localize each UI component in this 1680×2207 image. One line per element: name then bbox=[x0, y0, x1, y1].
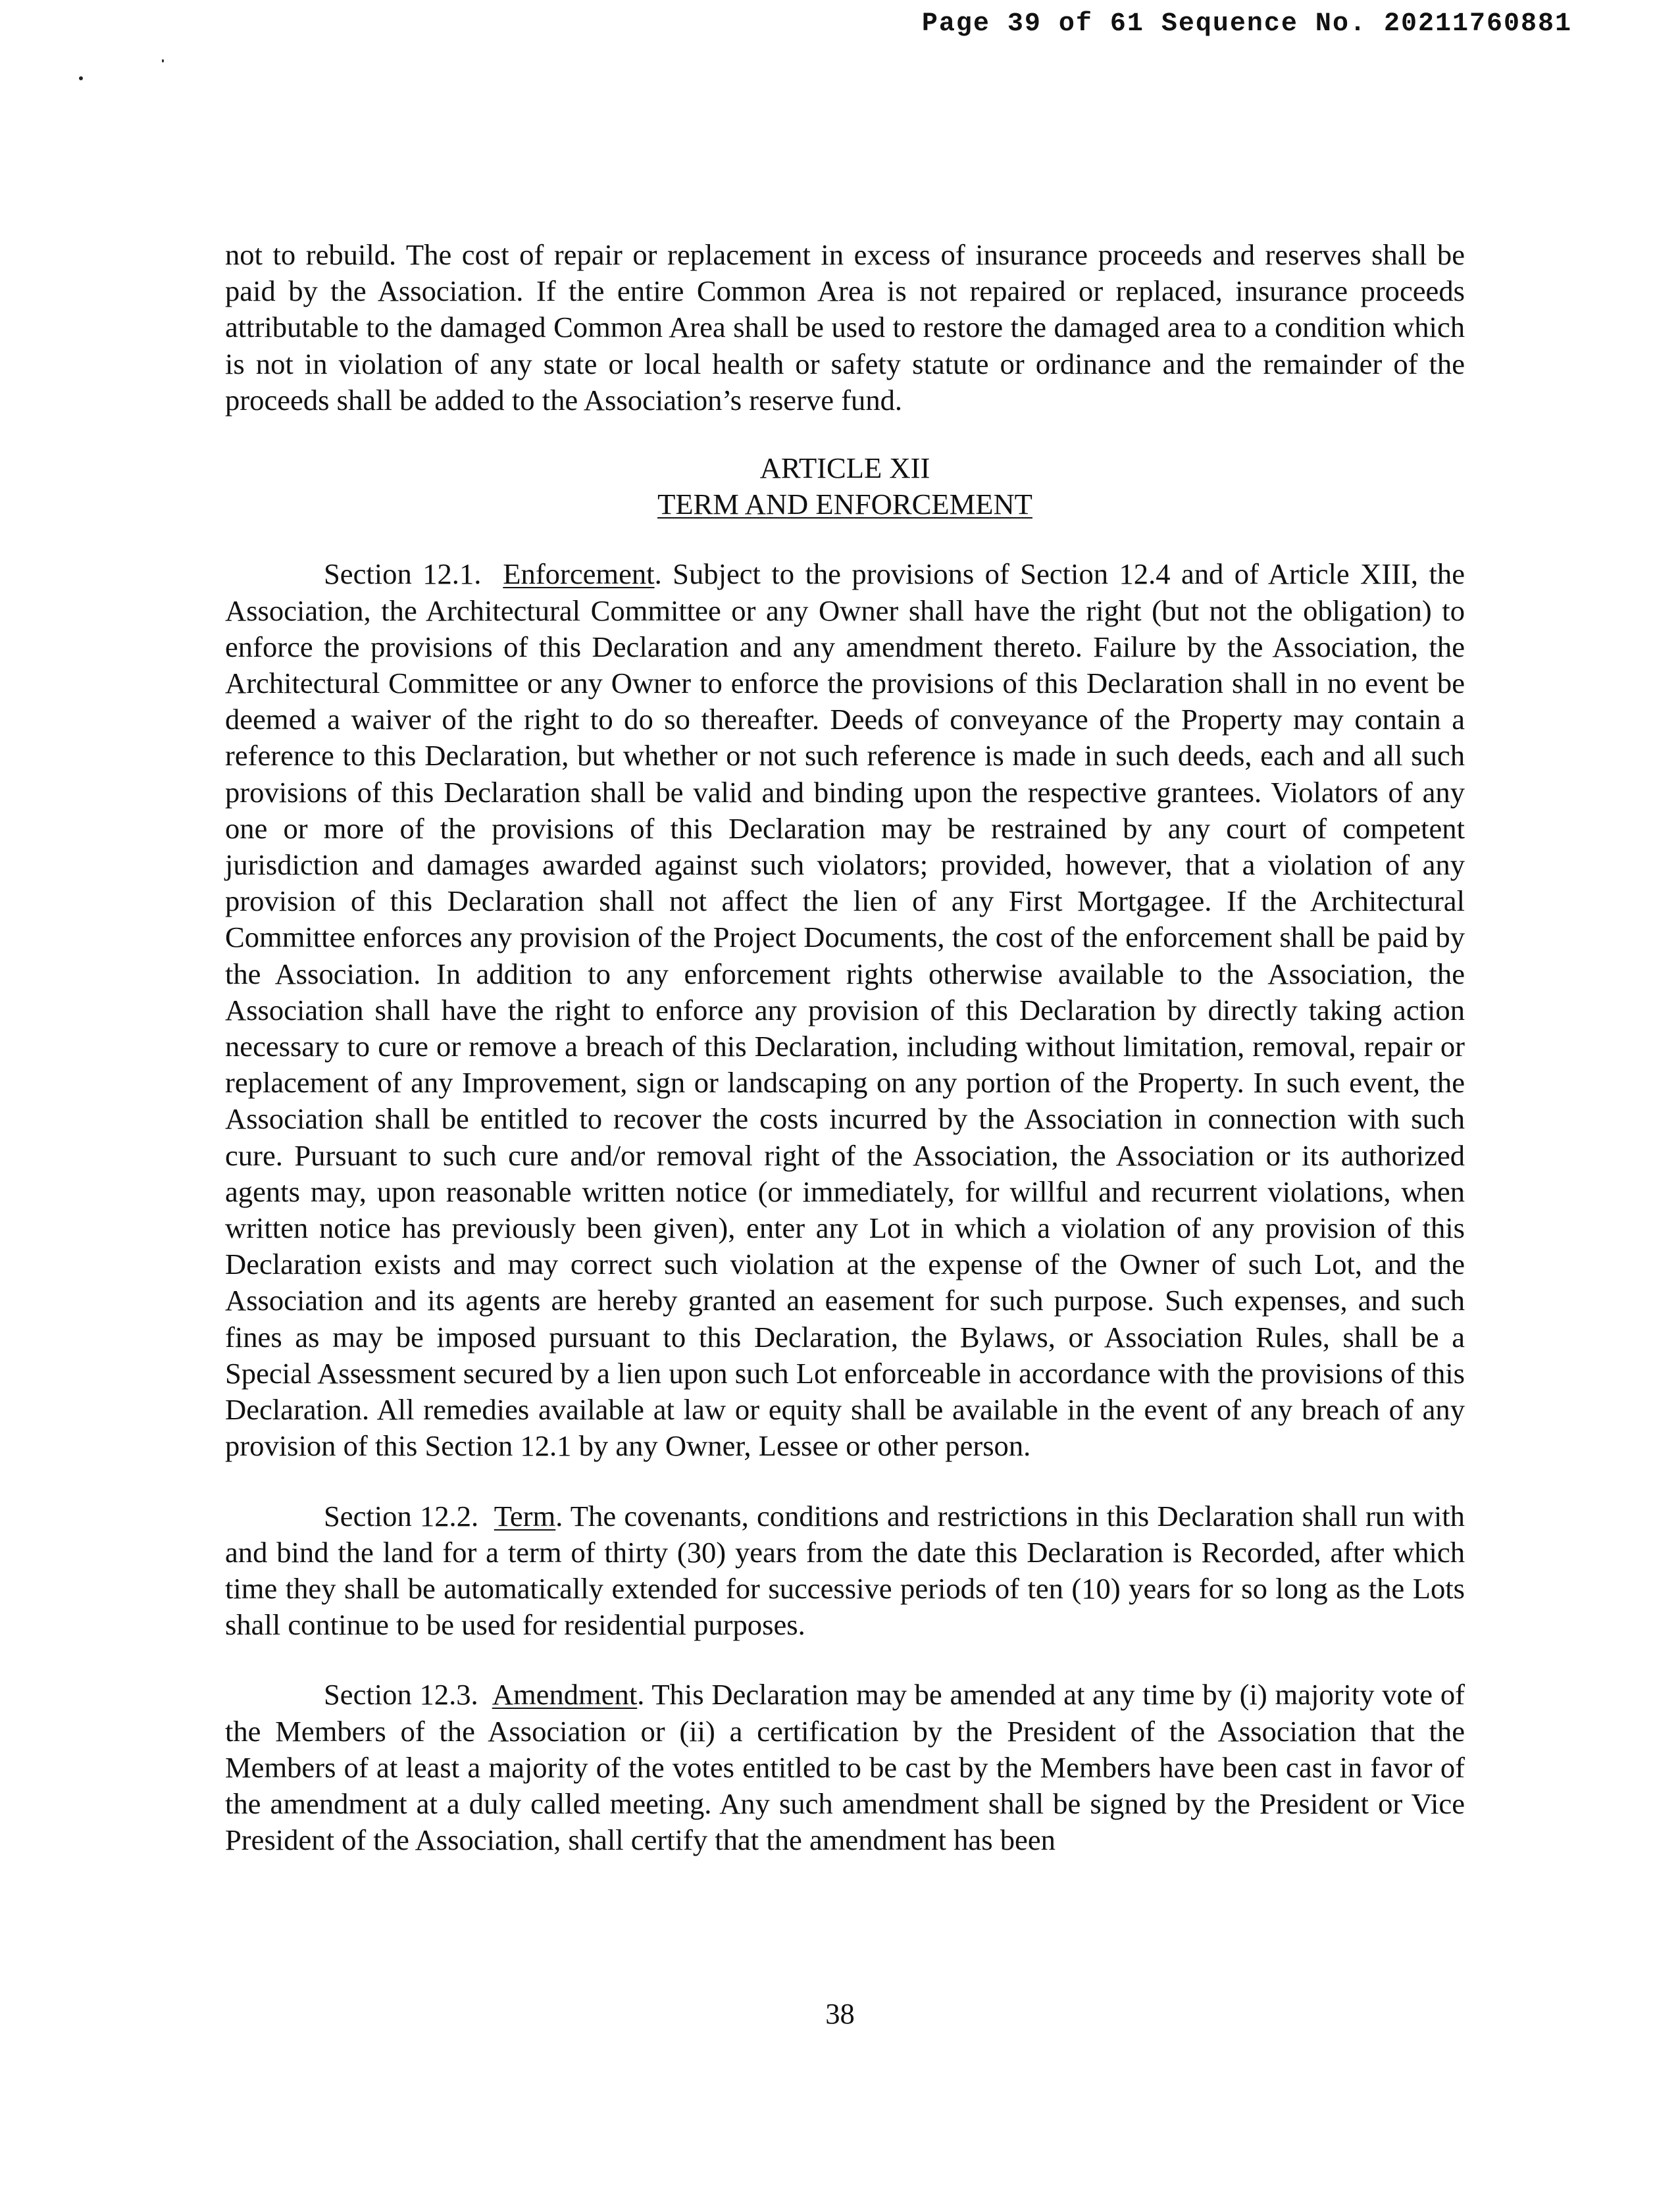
section-12-3 bbox=[225, 1677, 1465, 1858]
section-title: Enforcement bbox=[503, 557, 655, 591]
section-number: Section 12.1. bbox=[324, 557, 482, 591]
section-12-1 bbox=[225, 556, 1465, 1464]
scan-speck bbox=[162, 59, 164, 63]
page-number: 38 bbox=[825, 1997, 855, 2030]
section-text: . This Declaration may be amended at any time by (i) majority vote of the Members of the Association or (ii) a certification by the President of the Association that the Members of at least a majority of the votes entitled to be cast by the Members have been cast in favor of the amendment at a duly called meeting. Any such amendment shall be signed by the President or Vice President of the Association, shall certify that the amendment has been bbox=[225, 1678, 1465, 1857]
section-text: . The covenants, conditions and restrictions in this Declaration shall run with and bind the land for a term of thirty (30) years from the date this Declaration is Recorded, after which time they shall be automatically extended for successive periods of ten (10) years for so long as the Lots shall continue to be used for residential purposes. bbox=[225, 1499, 1465, 1642]
section-number: Section 12.2. bbox=[324, 1499, 479, 1533]
section-number: Section 12.3. bbox=[324, 1678, 478, 1712]
section-text: . Subject to the provisions of Section 12.4 and of Article XIII, the Association, the Architectural Committee or any Owner shall have the right (but not the obligation) to enforce the provisions of this Declaration and any amendment thereto. Failure by the Association, the Architectural Committee or any Owner to enforce the provisions of this Declaration shall in no event be deemed a waiver of the right to do so thereafter. Deeds of conveyance of the Property may contain a reference to this Declaration, but whether or not such reference is made in such deeds, each and all such provisions of this Declaration shall be valid and binding upon the respective grantees. Violators of any one or more of the provisions of this Declaration may be restrained by any court of competent jurisdiction and damages awarded against such violators; provided, however, that a violation of any provision of this Declaration shall not affect the lien of any First Mortgagee. If the Architectural Committee enforces any provision of the Project Documents, the cost of the enforcement shall be paid by the Association. In addition to any enforcement rights otherwise available to the Association, the Association shall have the right to enforce any provision of this Declaration by directly taking action necessary to cure or remove a breach of this Declaration, including without limitation, removal, repair or replacement of any Improvement, sign or landscaping on any portion of the Property. In such event, the Association shall be entitled to recover the costs incurred by the Association in connection with such cure. Pursuant to such cure and/or removal right of the Association, the Association or its authorized agents may, upon reasonable written notice (or immediately, for willful and recurrent violations, when written notice has previously been given), enter any Lot in which a violation of any provision of this Declaration exists and may correct such violation at the expense of the Owner of such Lot, and the Association and its agents are hereby granted an easement for such purpose. Such expenses, and such fines as may be imposed pursuant to this Declaration, the Bylaws, or Association Rules, shall be a Special Assessment secured by a lien upon such Lot enforceable in accordance with the provisions of this Declaration. All remedies available at law or equity shall be available in the event of any breach of any provision of this Section 12.1 by any Owner, Lessee or other person. bbox=[225, 557, 1465, 1463]
page-sequence-stamp: Page 39 of 61 Sequence No. 20211760881 bbox=[921, 9, 1572, 39]
document-body bbox=[225, 237, 1465, 1858]
article-title: TERM AND ENFORCEMENT bbox=[657, 488, 1032, 521]
intro-paragraph: not to rebuild. The cost of repair or replacement in excess of insurance proceeds and reserves shall be paid by the Association. If the entire Common Area is not repaired or replaced, insurance proceeds attributable to the damaged Common Area shall be used to restore the damaged area to a condition which is not in violation of any state or local health or safety statute or ordinance and the remainder of the proceeds shall be added to the Association’s reserve fund. bbox=[225, 238, 1465, 417]
article-number: ARTICLE XII bbox=[759, 451, 930, 485]
section-title: Amendment bbox=[492, 1678, 638, 1712]
section-title: Term bbox=[494, 1499, 556, 1533]
section-12-2 bbox=[225, 1498, 1465, 1644]
scan-speck bbox=[79, 76, 83, 80]
